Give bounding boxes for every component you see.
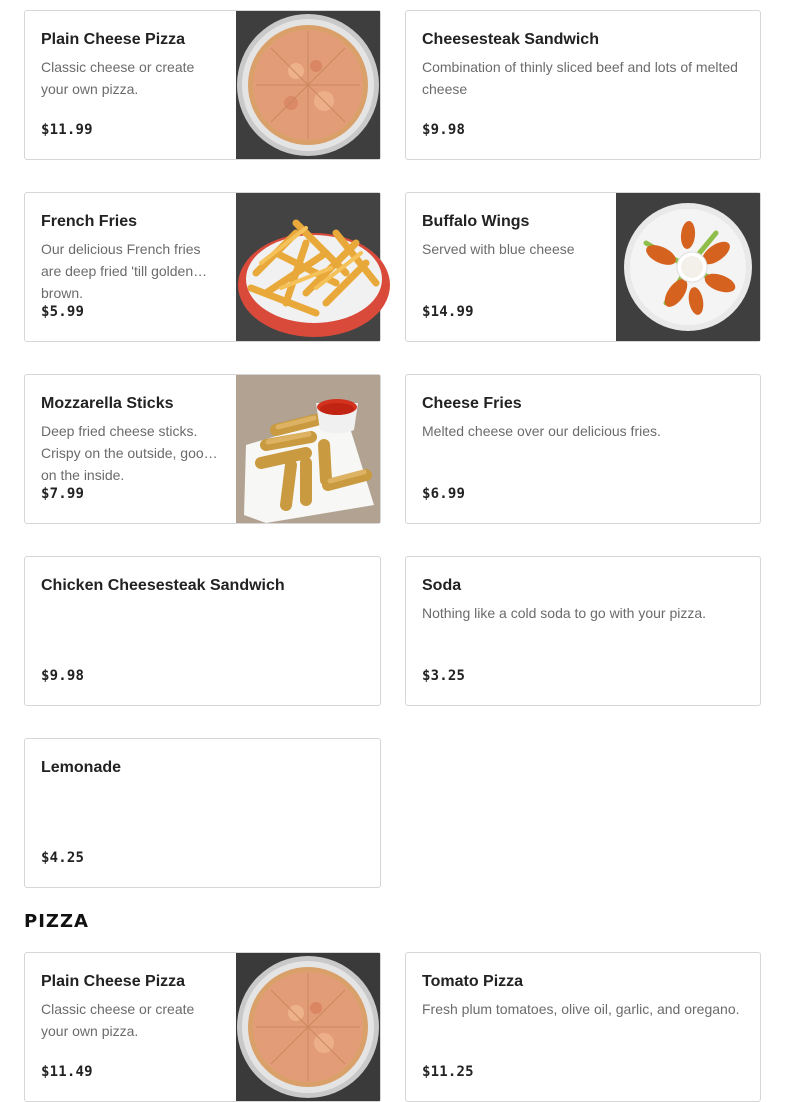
menu-item-price: $11.25 <box>422 1064 474 1080</box>
menu-item-title: Lemonade <box>41 759 122 776</box>
menu-item-title: Cheesesteak Sandwich <box>422 31 599 48</box>
menu-item-price: $9.98 <box>41 668 85 684</box>
menu-item-info <box>406 953 760 1101</box>
menu-item-price: $7.99 <box>41 486 85 502</box>
menu-item-info <box>25 11 236 159</box>
menu-items-grid <box>24 10 761 888</box>
menu-item-title: Tomato Pizza <box>422 973 524 990</box>
menu-item-info <box>406 375 760 523</box>
menu-item-description: Our delicious French fries are deep fried 'till golden brown. <box>41 241 201 301</box>
menu-item-card[interactable] <box>405 374 761 524</box>
menu-item-title: Chicken Cheesesteak Sandwich <box>41 577 285 594</box>
menu-item-info <box>25 953 236 1101</box>
menu-item-price: $14.99 <box>422 304 474 320</box>
menu-item-title: Cheese Fries <box>422 395 522 412</box>
menu-item-title: Buffalo Wings <box>422 213 530 230</box>
pizza-photo <box>236 953 380 1101</box>
menu-item-description: Nothing like a cold soda to go with your pizza. <box>422 605 707 621</box>
menu-item-price: $6.99 <box>422 486 466 502</box>
menu-item-description: Melted cheese over our delicious fries. <box>422 423 661 439</box>
menu-item-price: $3.25 <box>422 668 466 684</box>
menu-item-title: Mozzarella Sticks <box>41 395 174 412</box>
menu-item-description: Deep fried cheese sticks. Crispy on the outside, gooey on the inside. <box>41 423 219 483</box>
menu-item-title: Plain Cheese Pizza <box>41 31 186 48</box>
menu-item-info <box>25 193 236 341</box>
menu-item-info <box>406 557 760 705</box>
menu-item-card[interactable] <box>24 374 381 524</box>
menu-item-title: Soda <box>422 577 462 594</box>
menu-item-title: French Fries <box>41 213 138 230</box>
menu-item-info <box>406 11 760 159</box>
menu-item-price: $11.49 <box>41 1064 93 1080</box>
menu-item-description: Served with blue cheese <box>422 241 575 257</box>
menu-item-info <box>25 375 236 523</box>
menu-item-price: $9.98 <box>422 122 466 138</box>
french-fries-photo <box>236 193 380 341</box>
menu-item-price: $5.99 <box>41 304 85 320</box>
buffalo-wings-photo <box>616 193 760 341</box>
menu-item-info <box>25 557 380 705</box>
menu-item-card[interactable] <box>405 556 761 706</box>
menu-item-description: Combination of thinly sliced beef and lots of melted cheese <box>422 59 738 97</box>
menu-item-card[interactable] <box>24 738 381 888</box>
menu-item-info <box>406 193 616 341</box>
pizza-photo <box>236 11 380 159</box>
mozzarella-sticks-photo <box>236 375 380 523</box>
menu-item-info <box>25 739 380 887</box>
menu-item-title: Plain Cheese Pizza <box>41 973 186 990</box>
menu-item-description: Classic cheese or create your own pizza. <box>41 59 195 97</box>
menu-item-card[interactable] <box>405 952 761 1102</box>
menu-item-card[interactable] <box>405 10 761 160</box>
menu-item-card[interactable] <box>24 192 381 342</box>
menu-item-card[interactable] <box>24 10 381 160</box>
menu-item-description: Fresh plum tomatoes, olive oil, garlic, and oregano. <box>422 1001 740 1017</box>
menu-item-card[interactable] <box>24 556 381 706</box>
menu-item-description: Classic cheese or create your own pizza. <box>41 1001 195 1039</box>
pizza-items-grid <box>24 952 761 1102</box>
menu-item-price: $11.99 <box>41 122 93 138</box>
menu-item-card[interactable] <box>24 952 381 1102</box>
menu-item-card[interactable] <box>405 192 761 342</box>
menu-item-price: $4.25 <box>41 850 85 866</box>
section-heading-pizza: PIZZA <box>24 911 89 932</box>
